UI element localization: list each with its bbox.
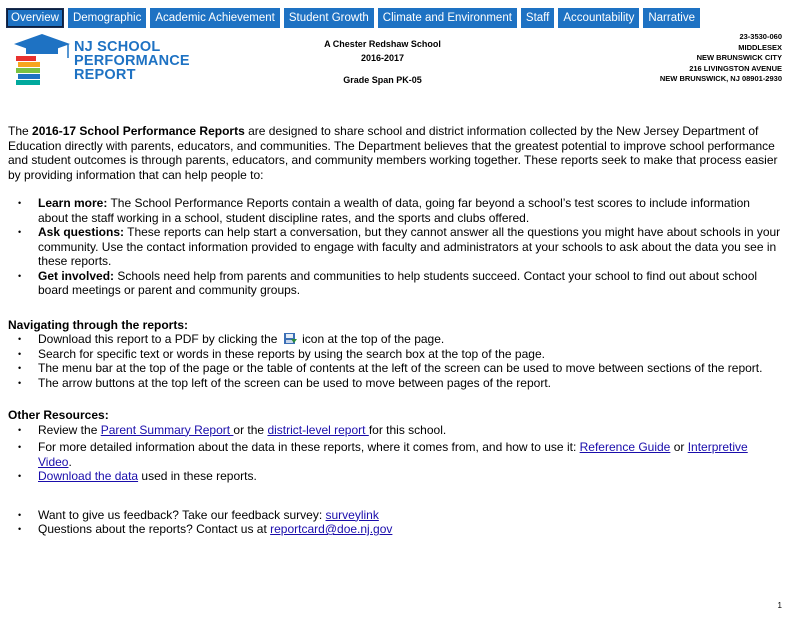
city-zip: NEW BRUNSWICK, NJ 08901-2930	[659, 74, 782, 83]
download-data-link[interactable]: Download the data	[38, 469, 139, 483]
resources-heading: Other Resources:	[8, 408, 109, 422]
school-name: A Chester Redshaw School	[324, 39, 441, 49]
list-item: • Ask questions: These reports can help start a conversation, but they cannot answer all the questions you might have about schools in your community. Use the contact information provided to engage with faculty and administrators at your schools to ask about the data you see in these reports.	[38, 225, 783, 269]
tab-academic-achievement[interactable]: Academic Achievement	[150, 8, 280, 28]
overview-content	[8, 124, 783, 537]
page-number: 1	[777, 601, 782, 610]
pdf-download-icon[interactable]	[283, 332, 297, 345]
tab-accountability[interactable]: Accountability	[558, 8, 639, 28]
tab-staff[interactable]: Staff	[521, 8, 554, 28]
district-city: NEW BRUNSWICK CITY	[696, 53, 782, 62]
list-item: • Questions about the reports? Contact us at reportcard@doe.nj.gov	[38, 522, 783, 537]
tab-climate-environment[interactable]: Climate and Environment	[378, 8, 517, 28]
list-item: • Learn more: The School Performance Reports contain a wealth of data, going far beyond a school’s test scores to include information about the staff working in a school, student discipline rates, and the sports and clubs offered.	[38, 196, 783, 225]
list-item: • The menu bar at the top of the page or the table of contents at the left of the screen can be used to move between sections of the report.	[38, 361, 783, 376]
school-address-block	[660, 32, 782, 85]
resources-list	[8, 423, 783, 484]
purpose-list	[8, 196, 783, 298]
nj-school-performance-logo	[12, 32, 190, 86]
tab-demographic[interactable]: Demographic	[68, 8, 146, 28]
feedback-list	[8, 508, 783, 537]
logo-line-1: NJ SCHOOL	[74, 39, 161, 55]
list-item: • Want to give us feedback? Take our feedback survey: surveylink	[38, 508, 783, 523]
county: MIDDLESEX	[738, 42, 782, 52]
list-item: • The arrow buttons at the top left of the screen can be used to move between pages of the report.	[38, 376, 783, 391]
contact-email-link[interactable]: reportcard@doe.nj.gov	[270, 522, 393, 536]
parent-summary-link[interactable]: Parent Summary Report	[100, 422, 234, 437]
list-item: • Download the data used in these reports.	[38, 469, 783, 484]
tab-student-growth[interactable]: Student Growth	[284, 8, 374, 28]
intro-paragraph: The 2016-17 School Performance Reports are designed to share school and district information collected by the New Jersey Department of Education directly with parents, educators, and communities. The Department believes that the greatest potential to improve school performance and student outcomes is through parents, educators, and community members working together. These reports seek to make that process easier by providing information that can help people to:	[8, 124, 778, 182]
list-item: • Download this report to a PDF by clicking the icon at the top of the page.	[38, 332, 783, 347]
survey-link[interactable]: surveylink	[325, 507, 379, 522]
nav-menu	[6, 8, 700, 28]
reference-guide-link[interactable]: Reference Guide	[579, 440, 671, 454]
school-year: 2016-2017	[360, 53, 405, 63]
list-item: • Search for specific text or words in these reports by using the search box at the top of the page.	[38, 347, 783, 362]
tab-narrative[interactable]: Narrative	[643, 8, 700, 28]
district-report-link[interactable]: district-level report	[267, 422, 369, 437]
grade-span: Grade Span PK-05	[343, 75, 422, 85]
list-item: • Review the Parent Summary Report or the district-level report for this school.	[38, 423, 783, 438]
tab-overview[interactable]: Overview	[6, 8, 64, 28]
list-item: • Get involved: Schools need help from parents and communities to help students succeed. Contact your school to find out about school board meetings or parent and community groups.	[38, 269, 783, 298]
interpretive-video-link[interactable]: Interpretive Video	[38, 440, 748, 469]
navigating-list	[8, 332, 783, 390]
school-code: 23-3530-060	[739, 32, 782, 41]
nj-logo-icon	[12, 32, 72, 86]
navigating-heading: Navigating through the reports:	[8, 317, 188, 332]
logo-line-2: PERFORMANCE	[74, 53, 190, 69]
list-item: • For more detailed information about the data in these reports, where it comes from, and how to use it: Reference Guide or Interpretive Video.	[38, 440, 783, 469]
logo-line-3: REPORT	[74, 67, 136, 83]
street-address: 216 LIVINGSTON AVENUE	[689, 63, 782, 73]
